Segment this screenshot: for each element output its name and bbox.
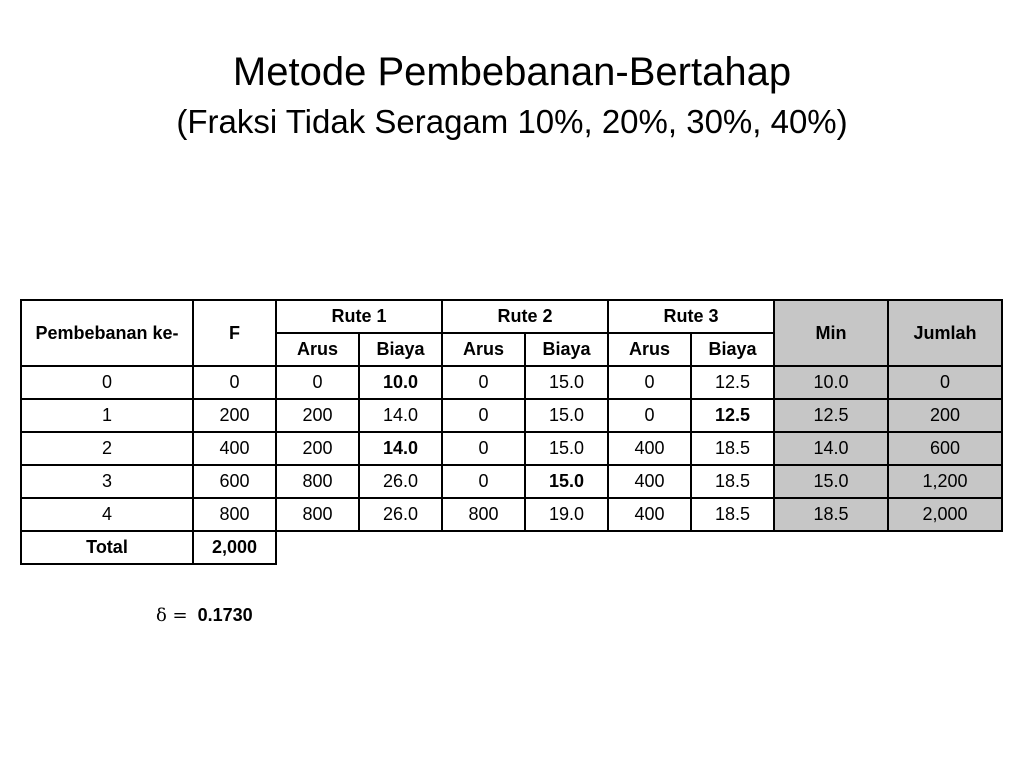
header-rute-2-biaya: Biaya — [525, 333, 608, 366]
cell-rute-2-biaya: 15.0 — [525, 432, 608, 465]
cell-pembebanan: 2 — [21, 432, 193, 465]
total-value: 2,000 — [193, 531, 276, 564]
cell-min: 15.0 — [774, 465, 888, 498]
total-row-spacer — [276, 531, 1002, 564]
header-rute-3-biaya: Biaya — [691, 333, 774, 366]
cell-pembebanan: 1 — [21, 399, 193, 432]
cell-rute-2-biaya: 15.0 — [525, 465, 608, 498]
cell-rute-1-biaya: 26.0 — [359, 498, 442, 531]
cell-rute-2-biaya: 15.0 — [525, 399, 608, 432]
cell-jumlah: 1,200 — [888, 465, 1002, 498]
cell-pembebanan: 0 — [21, 366, 193, 399]
cell-rute-3-arus: 0 — [608, 366, 691, 399]
header-jumlah: Jumlah — [888, 300, 1002, 366]
cell-rute-1-biaya: 14.0 — [359, 432, 442, 465]
table-row — [21, 465, 1002, 498]
header-f: F — [193, 300, 276, 366]
total-row — [21, 531, 1002, 564]
cell-rute-1-arus: 200 — [276, 432, 359, 465]
cell-rute-1-arus: 800 — [276, 465, 359, 498]
cell-min: 12.5 — [774, 399, 888, 432]
slide-title: Metode Pembebanan-Bertahap — [232, 50, 792, 94]
table-row — [21, 366, 1002, 399]
header-rute-1-arus: Arus — [276, 333, 359, 366]
cell-rute-2-arus: 0 — [442, 366, 525, 399]
loading-table — [20, 299, 1003, 565]
cell-pembebanan: 3 — [21, 465, 193, 498]
header-min: Min — [774, 300, 888, 366]
header-rute-3: Rute 3 — [608, 300, 774, 333]
cell-f: 400 — [193, 432, 276, 465]
cell-rute-3-arus: 400 — [608, 432, 691, 465]
cell-rute-1-biaya: 10.0 — [359, 366, 442, 399]
cell-rute-3-arus: 0 — [608, 399, 691, 432]
cell-min: 18.5 — [774, 498, 888, 531]
cell-f: 800 — [193, 498, 276, 531]
table-row — [21, 432, 1002, 465]
cell-rute-3-biaya: 18.5 — [691, 498, 774, 531]
cell-jumlah: 600 — [888, 432, 1002, 465]
cell-rute-3-biaya: 18.5 — [691, 432, 774, 465]
header-row-1 — [21, 300, 1002, 333]
cell-rute-1-arus: 0 — [276, 366, 359, 399]
cell-rute-3-arus: 400 — [608, 465, 691, 498]
header-rute-1-biaya: Biaya — [359, 333, 442, 366]
cell-rute-3-arus: 400 — [608, 498, 691, 531]
cell-min: 14.0 — [774, 432, 888, 465]
cell-rute-1-biaya: 26.0 — [359, 465, 442, 498]
header-rute-2: Rute 2 — [442, 300, 608, 333]
cell-jumlah: 200 — [888, 399, 1002, 432]
header-pembebanan: Pembebanan ke- — [21, 300, 193, 366]
cell-pembebanan: 4 — [21, 498, 193, 531]
header-rute-3-arus: Arus — [608, 333, 691, 366]
cell-f: 600 — [193, 465, 276, 498]
delta-symbol: δ = — [156, 605, 188, 626]
table-row — [21, 399, 1002, 432]
header-rute-2-arus: Arus — [442, 333, 525, 366]
cell-f: 0 — [193, 366, 276, 399]
delta-result — [156, 605, 253, 626]
cell-rute-3-biaya: 18.5 — [691, 465, 774, 498]
cell-rute-2-arus: 0 — [442, 432, 525, 465]
delta-value: 0.1730 — [197, 605, 253, 625]
cell-jumlah: 2,000 — [888, 498, 1002, 531]
table-row — [21, 498, 1002, 531]
cell-rute-2-biaya: 19.0 — [525, 498, 608, 531]
cell-rute-2-arus: 0 — [442, 399, 525, 432]
cell-rute-2-biaya: 15.0 — [525, 366, 608, 399]
cell-rute-1-arus: 200 — [276, 399, 359, 432]
cell-rute-1-biaya: 14.0 — [359, 399, 442, 432]
header-rute-1: Rute 1 — [276, 300, 442, 333]
cell-f: 200 — [193, 399, 276, 432]
cell-min: 10.0 — [774, 366, 888, 399]
total-label: Total — [21, 531, 193, 564]
cell-rute-3-biaya: 12.5 — [691, 399, 774, 432]
cell-rute-3-biaya: 12.5 — [691, 366, 774, 399]
cell-jumlah: 0 — [888, 366, 1002, 399]
cell-rute-2-arus: 800 — [442, 498, 525, 531]
cell-rute-1-arus: 800 — [276, 498, 359, 531]
slide-subtitle: (Fraksi Tidak Seragam 10%, 20%, 30%, 40%) — [176, 103, 848, 140]
cell-rute-2-arus: 0 — [442, 465, 525, 498]
